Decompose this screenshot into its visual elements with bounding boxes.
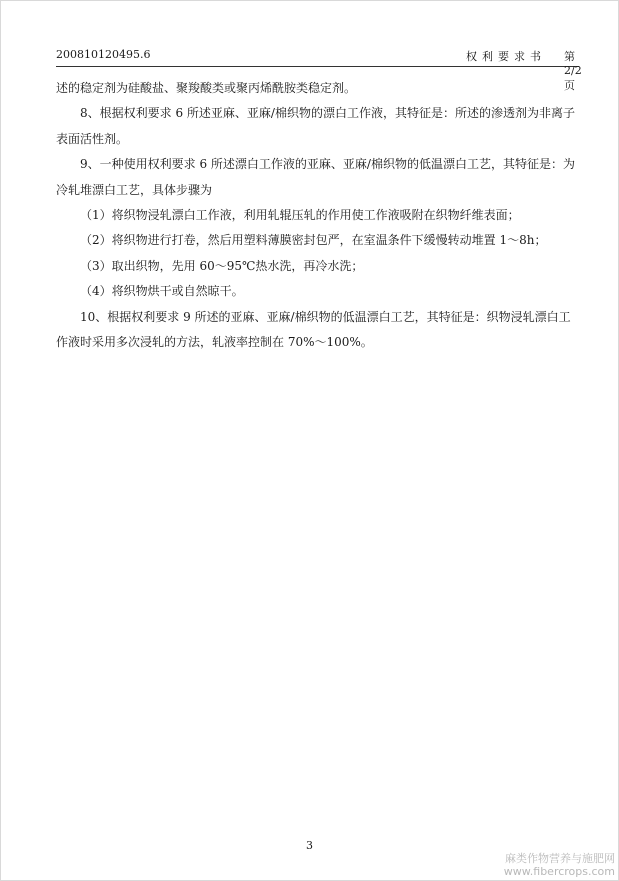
claim-10: 10、根据权利要求 9 所述的亚麻、亚麻/棉织物的低温漂白工艺，其特征是：织物浸轧漂白工作液时采用多次浸轧的方法，轧液率控制在 70%～100%。 — [56, 309, 571, 350]
page-info: 第2/2页 — [564, 50, 582, 92]
claims-body — [56, 76, 578, 355]
claim-continuation: 述的稳定剂为硅酸盐、聚羧酸类或聚丙烯酰胺类稳定剂。 — [56, 81, 357, 95]
claim-9-step-1: （1）将织物浸轧漂白工作液，利用轧辊压轧的作用使工作液吸附在织物纤维表面； — [80, 208, 520, 223]
claim-9-step-3: （3）取出织物，先用 60～95℃热水洗，再冷水洗； — [80, 258, 364, 273]
claim-9-step-4: （4）将织物烘干或自然晾干。 — [80, 284, 244, 299]
application-number: 200810120495.6 — [56, 48, 151, 61]
claim-9-step-2: （2）将织物进行打卷，然后用塑料薄膜密封包严，在室温条件下缓慢转动堆置 1～8h； — [80, 233, 547, 248]
watermark-site-name: 麻类作物营养与施肥网 — [505, 852, 615, 865]
watermark — [504, 852, 615, 878]
page-number: 3 — [306, 839, 313, 852]
document-title: 权利要求书 — [466, 50, 546, 63]
claim-8: 8、根据权利要求 6 所述亚麻、亚麻/棉织物的漂白工作液，其特征是：所述的渗透剂为非离子表面活性剂。 — [56, 106, 575, 146]
watermark-url: www.fibercrops.com — [503, 865, 615, 878]
claim-9: 9、一种使用权利要求 6 所述漂白工作液的亚麻、亚麻/棉织物的低温漂白工艺，其特征是：为冷轧堆漂白工艺，具体步骤为 — [56, 157, 575, 197]
